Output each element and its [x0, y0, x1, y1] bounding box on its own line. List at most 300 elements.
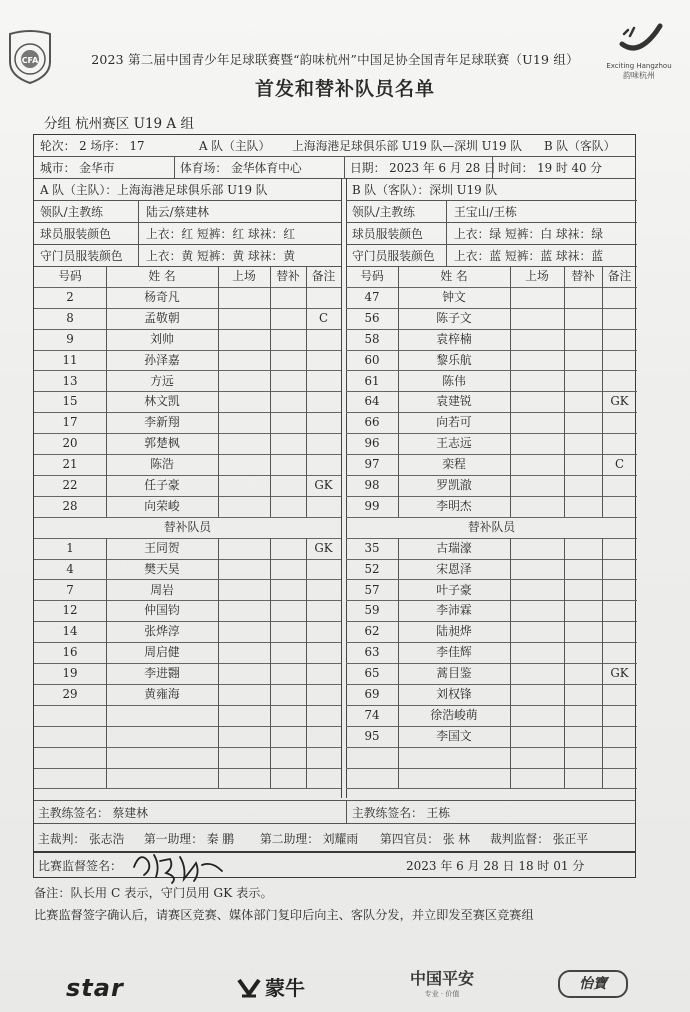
starter-empty	[270, 350, 306, 371]
sub-name	[106, 726, 218, 747]
sub-row	[346, 600, 637, 622]
starter-note	[602, 433, 637, 454]
starter-name: 王志远	[436, 436, 472, 451]
gk-kit-row	[34, 244, 341, 267]
venue-row	[34, 156, 635, 179]
starter-note	[306, 433, 341, 454]
starter-empty	[218, 350, 270, 371]
sub-empty	[564, 580, 602, 601]
team-b-name-row	[346, 178, 637, 201]
sub-row	[34, 538, 341, 560]
sub-empty	[270, 705, 306, 726]
sub-empty	[218, 621, 270, 642]
subs-header-row	[346, 517, 637, 539]
column-header-row-cell-4: 备注	[311, 269, 336, 283]
sub-empty	[270, 642, 306, 663]
starter-empty	[218, 287, 270, 308]
pingan-text: 中国平安	[409, 969, 474, 988]
starter-empty	[510, 454, 564, 475]
note-line-1: 备注：队长用 C 表示，守门员用 GK 表示。	[34, 886, 273, 900]
sub-empty	[218, 559, 270, 580]
time-text: 时间： 19 时 40 分	[498, 160, 603, 175]
sub-note	[306, 726, 341, 747]
sub-no: 65	[364, 666, 380, 681]
gk-kit-row-value: 上衣：蓝 短裤：蓝 球袜：蓝	[454, 248, 604, 263]
coach-row-label: 领队/主教练	[40, 204, 103, 219]
starter-no: 47	[364, 289, 380, 304]
starter-note: C	[614, 457, 625, 472]
sub-name: 周岩	[150, 582, 174, 597]
sub-no: 29	[62, 687, 78, 701]
sub-note	[602, 684, 637, 705]
team-b-coach-sign: 主教练签名： 王栋	[352, 805, 451, 820]
sub-name: 徐浩峻萌	[430, 707, 478, 722]
sub-note	[306, 663, 341, 684]
sub-no: 57	[364, 582, 380, 597]
referee-text: 主裁判： 张志浩	[38, 831, 125, 846]
starter-row	[346, 308, 637, 330]
starter-row	[34, 308, 341, 330]
supervisor-signature	[126, 847, 236, 887]
starter-no: 8	[66, 310, 74, 325]
sub-empty	[510, 642, 564, 663]
sub-name: 仲国钧	[144, 603, 180, 618]
fourth-official-text: 第四官员： 张 林	[380, 831, 471, 846]
starter-empty	[564, 329, 602, 350]
starter-note	[306, 371, 341, 392]
sub-name: 王同贺	[144, 540, 180, 555]
starter-empty	[218, 475, 270, 496]
coach-row-label: 领队/主教练	[352, 204, 415, 219]
starter-name: 方远	[150, 373, 174, 388]
sub-row	[346, 768, 637, 790]
sub-note	[306, 768, 341, 789]
sub-empty	[270, 621, 306, 642]
sub-row	[34, 580, 341, 602]
sub-no: 1	[66, 540, 74, 555]
starter-empty	[270, 391, 306, 412]
starter-name: 刘帅	[150, 331, 174, 346]
starter-note	[306, 287, 341, 308]
sub-note	[306, 600, 341, 621]
starter-no: 97	[364, 457, 380, 472]
officials-row	[34, 823, 635, 852]
sub-row	[34, 642, 341, 664]
sub-empty	[270, 600, 306, 621]
starter-no: 11	[62, 352, 78, 367]
starter-row	[34, 475, 341, 497]
sub-note	[602, 538, 637, 559]
sub-row	[346, 538, 637, 560]
sponsor-bar	[0, 962, 690, 1012]
sub-empty	[270, 559, 306, 580]
column-header-row-cell-0: 号码	[360, 269, 384, 283]
sub-empty	[270, 747, 306, 768]
assessor-text: 裁判监督： 张正平	[490, 831, 589, 846]
starter-empty	[564, 475, 602, 496]
starter-empty	[218, 454, 270, 475]
starter-row	[34, 412, 341, 434]
starter-note	[602, 496, 637, 517]
starter-empty	[270, 412, 306, 433]
starter-no: 58	[364, 331, 380, 346]
starter-name: 任子豪	[144, 478, 180, 492]
starter-no: 96	[364, 436, 380, 451]
sub-empty	[510, 705, 564, 726]
group-label: 分组 杭州赛区 U19 A 组	[44, 116, 194, 132]
sub-row	[346, 621, 637, 643]
sub-empty	[218, 663, 270, 684]
starter-empty	[564, 496, 602, 517]
sub-note: GK	[314, 540, 333, 555]
team-b-label: B 队（客队）	[544, 139, 616, 153]
sub-no: 14	[62, 624, 78, 639]
starter-empty	[564, 391, 602, 412]
starter-empty	[510, 433, 564, 454]
starter-note: C	[318, 310, 329, 325]
starter-empty	[270, 329, 306, 350]
starter-empty	[270, 475, 306, 496]
starter-name: 黎乐航	[436, 352, 472, 367]
sub-row	[34, 621, 341, 643]
matchup-text: 上海海港足球俱乐部 U19 队—深圳 U19 队	[292, 139, 523, 153]
sub-empty	[270, 768, 306, 789]
sub-empty	[270, 726, 306, 747]
sub-name: 宋恩泽	[436, 561, 472, 576]
sub-no: 62	[364, 624, 380, 639]
starter-empty	[218, 433, 270, 454]
sub-no: 35	[364, 540, 380, 555]
sub-row	[346, 705, 637, 727]
starter-empty	[564, 412, 602, 433]
starter-row	[34, 433, 341, 455]
starter-note	[306, 350, 341, 371]
starter-row	[34, 329, 341, 351]
starter-empty	[564, 287, 602, 308]
sub-empty	[510, 600, 564, 621]
sub-note	[602, 642, 637, 663]
sub-name: 刘权锋	[436, 687, 472, 701]
sub-no: 12	[62, 603, 78, 618]
starter-note	[602, 308, 637, 329]
sub-empty	[564, 684, 602, 705]
sub-no: 59	[364, 603, 380, 618]
sub-empty	[564, 621, 602, 642]
sub-no: 74	[364, 707, 380, 722]
starter-empty	[218, 391, 270, 412]
sub-empty	[564, 768, 602, 789]
sub-note	[306, 684, 341, 705]
starter-no: 28	[62, 498, 78, 513]
pingan-sub: 专业 · 价值	[424, 990, 460, 998]
sub-note	[306, 580, 341, 601]
sub-empty	[564, 726, 602, 747]
kit-row-value: 上衣：绿 短裤：白 球袜：绿	[454, 226, 604, 241]
starter-empty	[218, 329, 270, 350]
sub-name	[398, 747, 510, 768]
sub-empty	[270, 663, 306, 684]
mengniu-text: 蒙牛	[265, 976, 305, 1000]
starter-no: 61	[364, 373, 380, 388]
starter-name: 钟文	[442, 289, 466, 304]
starter-note	[602, 371, 637, 392]
sub-note: GK	[610, 666, 629, 681]
starter-no: 2	[66, 289, 74, 304]
starter-name: 罗凯澈	[436, 478, 472, 492]
starter-name: 向若可	[436, 415, 472, 430]
supervisor-sign-row	[33, 852, 636, 878]
starter-row	[346, 391, 637, 413]
match-row	[34, 135, 635, 157]
sub-no	[34, 747, 106, 768]
sub-no: 4	[66, 561, 74, 576]
starter-empty	[564, 308, 602, 329]
sub-row	[346, 663, 637, 685]
starter-note	[602, 350, 637, 371]
sub-empty	[218, 705, 270, 726]
sub-no: 95	[364, 728, 380, 743]
starter-note	[306, 412, 341, 433]
starter-empty	[510, 371, 564, 392]
sub-empty	[510, 726, 564, 747]
column-header-row-cell-3: 替补	[276, 269, 300, 283]
sub-name	[106, 747, 218, 768]
sub-note	[602, 559, 637, 580]
starter-empty	[218, 371, 270, 392]
starter-row	[346, 454, 637, 476]
sub-empty	[510, 768, 564, 789]
starter-no: 9	[66, 331, 74, 346]
sponsor-yibao: 怡寶	[558, 970, 628, 998]
starter-no: 98	[364, 478, 380, 492]
starter-no: 66	[364, 415, 380, 430]
starter-no: 56	[364, 310, 380, 325]
starter-empty	[510, 475, 564, 496]
sub-no: 69	[364, 687, 380, 701]
sub-no: 19	[62, 666, 78, 681]
starter-row	[346, 433, 637, 455]
sub-empty	[510, 747, 564, 768]
sub-row	[34, 705, 341, 727]
column-header-row	[346, 266, 637, 288]
kit-row-value: 上衣：红 短裤：红 球袜：红	[146, 226, 296, 241]
sub-name: 张烨淳	[144, 624, 180, 639]
starter-name: 孙泽嘉	[144, 352, 180, 367]
starter-name: 陈伟	[442, 373, 466, 388]
sub-no: 16	[62, 645, 78, 660]
sub-empty	[564, 642, 602, 663]
sub-name: 李佳辉	[436, 645, 472, 660]
starter-empty	[510, 350, 564, 371]
sub-no	[34, 705, 106, 726]
coach-sign-row	[34, 800, 635, 824]
team-a-column	[34, 178, 341, 800]
starter-name: 郭楚枫	[144, 436, 180, 451]
hangzhou-logo-cn: 韵味杭州	[623, 71, 655, 80]
starter-name: 袁梓楠	[436, 331, 472, 346]
column-header-row-cell-0: 号码	[58, 269, 82, 283]
sub-name: 古瑞濠	[436, 540, 472, 555]
starter-name: 陈子文	[436, 310, 472, 325]
sub-empty	[218, 580, 270, 601]
kit-row	[346, 222, 637, 245]
starter-row	[34, 496, 341, 518]
starter-note	[602, 287, 637, 308]
starter-name: 向荣峻	[144, 498, 180, 513]
sub-row	[34, 559, 341, 581]
competition-title: 2023 第二届中国青少年足球联赛暨“韵味杭州”中国足协全国青年足球联赛（U19 组）	[91, 52, 579, 67]
coach-row	[346, 200, 637, 223]
starter-empty	[218, 496, 270, 517]
gk-kit-row	[346, 244, 637, 267]
sub-empty	[564, 663, 602, 684]
starter-no: 15	[62, 394, 78, 409]
cfa-logo-text: CFA	[21, 56, 39, 65]
starter-note	[306, 329, 341, 350]
sub-empty	[270, 538, 306, 559]
starter-row	[346, 329, 637, 351]
sub-empty	[218, 538, 270, 559]
sub-empty	[564, 705, 602, 726]
starter-name: 杨奇凡	[144, 289, 180, 304]
starter-note	[602, 412, 637, 433]
coach-row-value: 王宝山/王栋	[454, 204, 517, 219]
starter-empty	[510, 496, 564, 517]
sub-row	[346, 642, 637, 664]
coach-row-value: 陆云/蔡建林	[146, 204, 209, 219]
sub-no	[346, 747, 398, 768]
column-header-row-cell-3: 替补	[571, 269, 595, 283]
starter-empty	[564, 350, 602, 371]
starter-empty	[270, 308, 306, 329]
starter-no: 60	[364, 352, 380, 367]
starter-note	[306, 496, 341, 517]
starter-empty	[510, 329, 564, 350]
sub-empty	[564, 747, 602, 768]
sub-row	[34, 768, 341, 790]
sub-name: 李国文	[436, 728, 472, 743]
starter-row	[34, 287, 341, 309]
starter-note: GK	[610, 394, 629, 409]
sub-name	[106, 705, 218, 726]
sub-empty	[218, 684, 270, 705]
column-header-row-cell-2: 上场	[232, 269, 256, 283]
team-a-label: A 队（主队）	[199, 139, 271, 153]
sub-note	[306, 747, 341, 768]
sub-row	[34, 726, 341, 748]
sub-note	[602, 580, 637, 601]
stadium-text: 体育场： 金华体育中心	[180, 160, 302, 175]
sub-note	[602, 600, 637, 621]
sub-empty	[510, 684, 564, 705]
team-a-coach-sign: 主教练签名： 蔡建林	[38, 805, 148, 820]
sub-empty	[510, 580, 564, 601]
sub-empty	[564, 559, 602, 580]
sub-row	[34, 663, 341, 685]
sub-row	[346, 726, 637, 748]
sub-empty	[218, 600, 270, 621]
sub-name: 李进翾	[144, 666, 180, 681]
kit-row	[34, 222, 341, 245]
starter-note	[306, 391, 341, 412]
sub-note	[602, 621, 637, 642]
ar2-text: 第二助理： 刘耀雨	[260, 831, 359, 846]
ar1-text: 第一助理： 秦 鹏	[144, 831, 235, 846]
column-header-row-cell-2: 上场	[525, 269, 549, 283]
date-text: 日期： 2023 年 6 月 28 日	[350, 160, 496, 175]
sub-row	[346, 580, 637, 602]
sub-empty	[564, 538, 602, 559]
round-text: 轮次： 2 场序： 17	[40, 139, 145, 153]
sub-no	[34, 768, 106, 789]
sub-empty	[564, 600, 602, 621]
starter-name: 李新翔	[144, 415, 180, 430]
sponsor-mengniu	[236, 972, 305, 1001]
starter-name: 栾程	[442, 457, 466, 472]
subs-header: 替补队员	[163, 519, 212, 534]
sub-note	[306, 621, 341, 642]
starter-empty	[270, 371, 306, 392]
sponsor-star: star	[66, 974, 124, 1002]
column-header-row	[34, 266, 341, 288]
sub-name: 蒿目鉴	[436, 666, 472, 681]
team-a-name-row-text: A 队（主队）：上海海港足球俱乐部 U19 队	[40, 182, 268, 197]
starter-empty	[564, 371, 602, 392]
sub-name: 樊天昊	[144, 561, 180, 576]
sub-name: 叶子豪	[436, 582, 472, 597]
starter-no: 22	[62, 478, 78, 492]
starter-no: 13	[62, 373, 78, 388]
starter-row	[34, 391, 341, 413]
sub-empty	[218, 747, 270, 768]
hangzhou-wave-icon	[614, 22, 664, 56]
starter-row	[346, 350, 637, 372]
starter-empty	[270, 287, 306, 308]
starter-note	[602, 475, 637, 496]
starter-name: 陈浩	[150, 457, 174, 472]
document-title: 首发和替补队员名单	[254, 78, 435, 100]
sub-empty	[510, 663, 564, 684]
sub-empty	[218, 768, 270, 789]
sub-no	[346, 768, 398, 789]
sub-empty	[510, 559, 564, 580]
starter-name: 李明杰	[436, 498, 472, 513]
starter-no: 20	[62, 436, 78, 451]
sub-empty	[510, 621, 564, 642]
starter-empty	[510, 308, 564, 329]
lineup-sheet	[33, 134, 636, 852]
sub-name: 周启健	[144, 645, 180, 660]
kit-row-label: 球员服装颜色	[40, 226, 111, 241]
starter-row	[346, 287, 637, 309]
starter-row	[34, 350, 341, 372]
sponsor-pingan	[402, 966, 482, 999]
starter-empty	[270, 454, 306, 475]
sub-name	[106, 768, 218, 789]
sub-note	[602, 705, 637, 726]
sub-note	[602, 726, 637, 747]
column-header-row-cell-1: 姓 名	[148, 269, 176, 283]
team-b-column	[346, 178, 637, 800]
starter-row	[34, 371, 341, 393]
starter-row	[346, 475, 637, 497]
starter-empty	[564, 454, 602, 475]
starter-empty	[510, 287, 564, 308]
gk-kit-row-value: 上衣：黄 短裤：黄 球袜：黄	[146, 248, 296, 263]
city-text: 城市： 金华市	[40, 160, 115, 175]
gk-kit-row-label: 守门员服装颜色	[40, 248, 123, 263]
team-b-name-row-text: B 队（客队）：深圳 U19 队	[352, 182, 498, 197]
